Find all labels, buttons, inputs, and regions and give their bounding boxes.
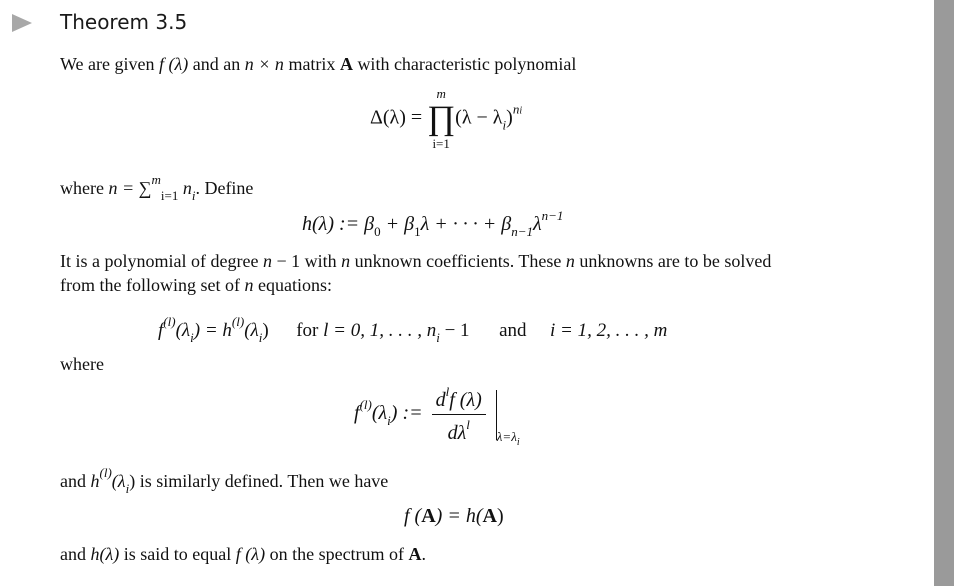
equation-derivative-definition: $f^{(l)}(\lambda_i)$ := $\frac{d^lf (\lambda)}{d\lambda^l}$ $_{\lambda=\lambda i}$ — [354, 384, 520, 449]
paragraph-where: where — [60, 354, 104, 374]
paragraph-where-n: where n = ∑$^m_{i=1}$ $n_i$. Define — [60, 172, 254, 203]
paragraph-equations: from the following set of n equations: — [60, 275, 332, 295]
equation-f-equals-h: f (A) = h(A) — [404, 505, 504, 527]
theorem-heading: Theorem 3.5 — [60, 10, 188, 34]
equation-conditions: $f^{(l)}(\lambda_i) = h^{(l)}(\lambda_i)$ for l = 0, 1, . . . , $n_i - 1$ and i = 1, 2, . . . , m — [158, 314, 668, 345]
paragraph-spectrum: and h(λ) is said to equal f (λ) on the spectrum of A. — [60, 544, 427, 564]
equation-characteristic-polynomial: Δ(λ) = m ∏ i=1 $(\lambda - \lambda_i)^{ni}$ — [370, 86, 523, 151]
paragraph-polynomial-degree: It is a polynomial of degree n − 1 with n unknown coefficients. These n unknowns are to be solved — [60, 251, 772, 271]
equation-define-h: h(λ) := $\beta_0 + \beta_1\lambda$ + · · · + $\beta_{n-1}\lambda^{n-1}$ — [302, 208, 564, 239]
paragraph-given: We are given f (λ) and an n × n matrix A with characteristic polynomial — [60, 54, 577, 74]
derivative-fraction: $\frac{d^lf (\lambda)}{d\lambda^l}$ — [432, 384, 486, 445]
vertical-scrollbar[interactable] — [934, 0, 954, 586]
collapse-triangle-icon[interactable] — [12, 14, 32, 32]
paragraph-similarly-defined: and $h^{(l)}(\lambda_i)$ is similarly defined. Then we have — [60, 465, 389, 496]
